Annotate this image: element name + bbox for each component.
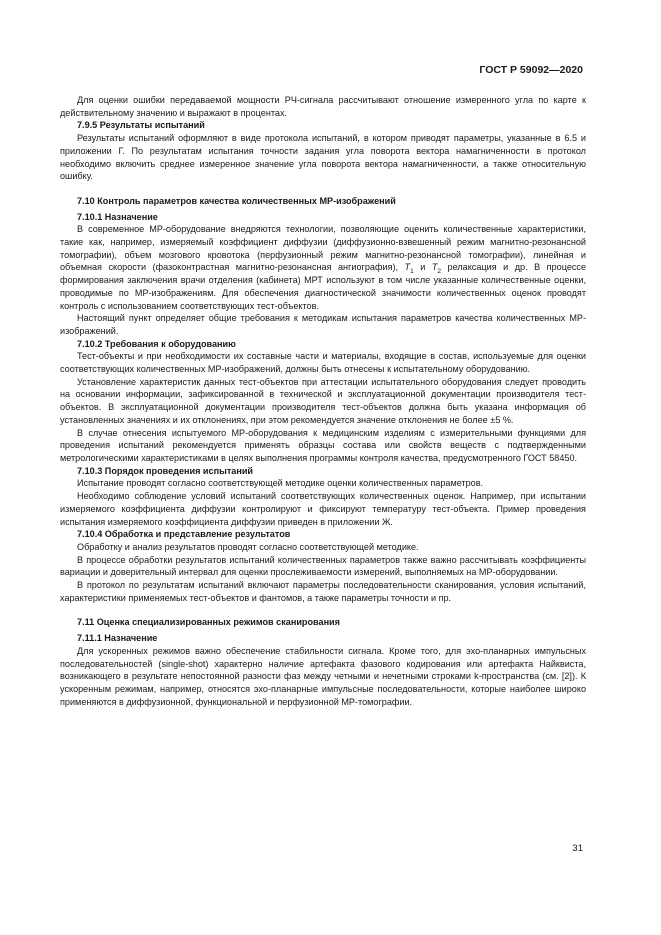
paragraph: В случае отнесения испытуемого МР-оборудования к медицинским изделиям с измерительными функциями для проведения испытаний рекомендуется применять образцы состава или свойств веществ с подтвержденными метрологическими характеристиками в целях выполнения программы контроля качества, предусмотренного ГОСТ 58450.	[60, 427, 586, 463]
t2-subscript: 2	[437, 268, 442, 276]
paragraph: В протокол по результатам испытаний включают параметры последовательности сканирования, условия испытаний, характеристики применяемых тест-объектов и фантомов, а также параметры точности и пр.	[60, 580, 586, 603]
section-heading-7-9-5: 7.9.5 Результаты испытаний	[77, 120, 205, 131]
paragraph-quantitative-technologies	[60, 223, 586, 312]
paragraph: Для оценки ошибки передаваемой мощности РЧ-сигнала рассчитывают отношение измеренного угла по карте к действительному значению и выражают в процентах.	[60, 95, 586, 118]
document-body	[60, 94, 586, 708]
paragraph-text: В современное МР-оборудование внедряются технологии, позволяющие оценить количественные характеристики, такие как, например, измеряемый коэффициент диффузии (диффузионно-взвешенный режим магнитно-резонансной томографии), объем мозгового кровотока (перфузионный режим магнитно-резонансной томографии), линейная и объемная скорости (фазоконтрастная магнитно-резонансная ангиография),	[60, 224, 586, 273]
t1-symbol: T	[404, 262, 411, 273]
paragraph: Испытание проводят согласно соответствующей методике оценки количественных параметров.	[77, 478, 484, 489]
t2-symbol: T	[431, 262, 438, 273]
section-heading-7-10: 7.10 Контроль параметров качества количественных МР-изображений	[77, 195, 396, 206]
page-number: 31	[572, 843, 583, 854]
paragraph-text: релаксация и др. В процессе формирования заключения врачи отделения (кабинета) МРТ используют в том числе указанные количественные оценки, проводимые по МР-изображениям. Для обеспечения диагностической значимости количественных оценок проводят контроль с использованием соответствующих тест-объектов.	[60, 262, 587, 311]
paragraph: В процессе обработки результатов испытаний количественных параметров также важно рассчитывать коэффициенты вариации и доверительный интервал для оценки прослеживаемости измерений, выполняемых на МР-оборудовании.	[60, 554, 586, 578]
section-heading-7-11: 7.11 Оценка специализированных режимов сканирования	[77, 617, 340, 628]
paragraph: Обработку и анализ результатов проводят согласно соответствующей методике.	[77, 541, 419, 552]
paragraph: Для ускоренных режимов важно обеспечение стабильности сигнала. Кроме того, для эхо-планарных импульсных последовательностей (single-shot) характерно наличие артефакта фазового кодирования или артефакта Найквиста, возникающего в результате непостоянной разности фаз между четными и нечетными строками k-пространства (см. [2]). К ускоренным режимам, например, относятся эхо-планарные импульсные последовательности, которые наиболее широко применяются в диффузионной, функциональной и перфузионной МР-томографии.	[60, 645, 586, 707]
t1-subscript: 1	[410, 268, 414, 276]
paragraph: Тест-объекты и при необходимости их составные части и материалы, входящие в состав, используемые для оценки соответствующих количественных МР-изображений, должны быть отнесены к испытательному оборудованию.	[60, 351, 586, 375]
conjunction: и	[420, 262, 426, 273]
section-heading-7-10-1: 7.10.1 Назначение	[77, 211, 158, 222]
paragraph: Необходимо соблюдение условий испытаний соответствующих количественных оценок. Например, при испытании измеряемого коэффициента диффузии контролируют и фиксируют температуру тест-объекта. Пример проведения испытания измеряемого коэффициента диффузии приведен в приложении Ж.	[60, 491, 586, 527]
paragraph: Настоящий пункт определяет общие требования к методикам испытания параметров качества количественных МР-изображений.	[60, 313, 586, 336]
paragraph: Результаты испытаний оформляют в виде протокола испытаний, в котором приводят параметры, указанные в 6.5 и приложении Г. По результатам испытания точности задания угла поворота вектора намагниченности в протокол необходимо включить среднее измеренное значение угла поворота вектора намагниченности, а также относительную ошибку.	[60, 133, 586, 182]
paragraph: Установление характеристик данных тест-объектов при аттестации испытательного оборудования следует проводить на основании информации, зафиксированной в технической и эксплуатационной документации производителя тест-объектов. В эксплуатационной документации производителя тест-объектов должна быть указана информация об установленных значениях и их отклонениях, при этом рекомендуется значение отклонения не более ±5 %.	[60, 376, 586, 425]
section-heading-7-10-3: 7.10.3 Порядок проведения испытаний	[77, 465, 254, 476]
section-heading-7-10-4: 7.10.4 Обработка и представление результатов	[77, 529, 291, 540]
standard-header: ГОСТ Р 59092—2020	[479, 64, 583, 76]
section-heading-7-10-2: 7.10.2 Требования к оборудованию	[77, 338, 236, 349]
section-heading-7-11-1: 7.11.1 Назначение	[77, 633, 158, 644]
